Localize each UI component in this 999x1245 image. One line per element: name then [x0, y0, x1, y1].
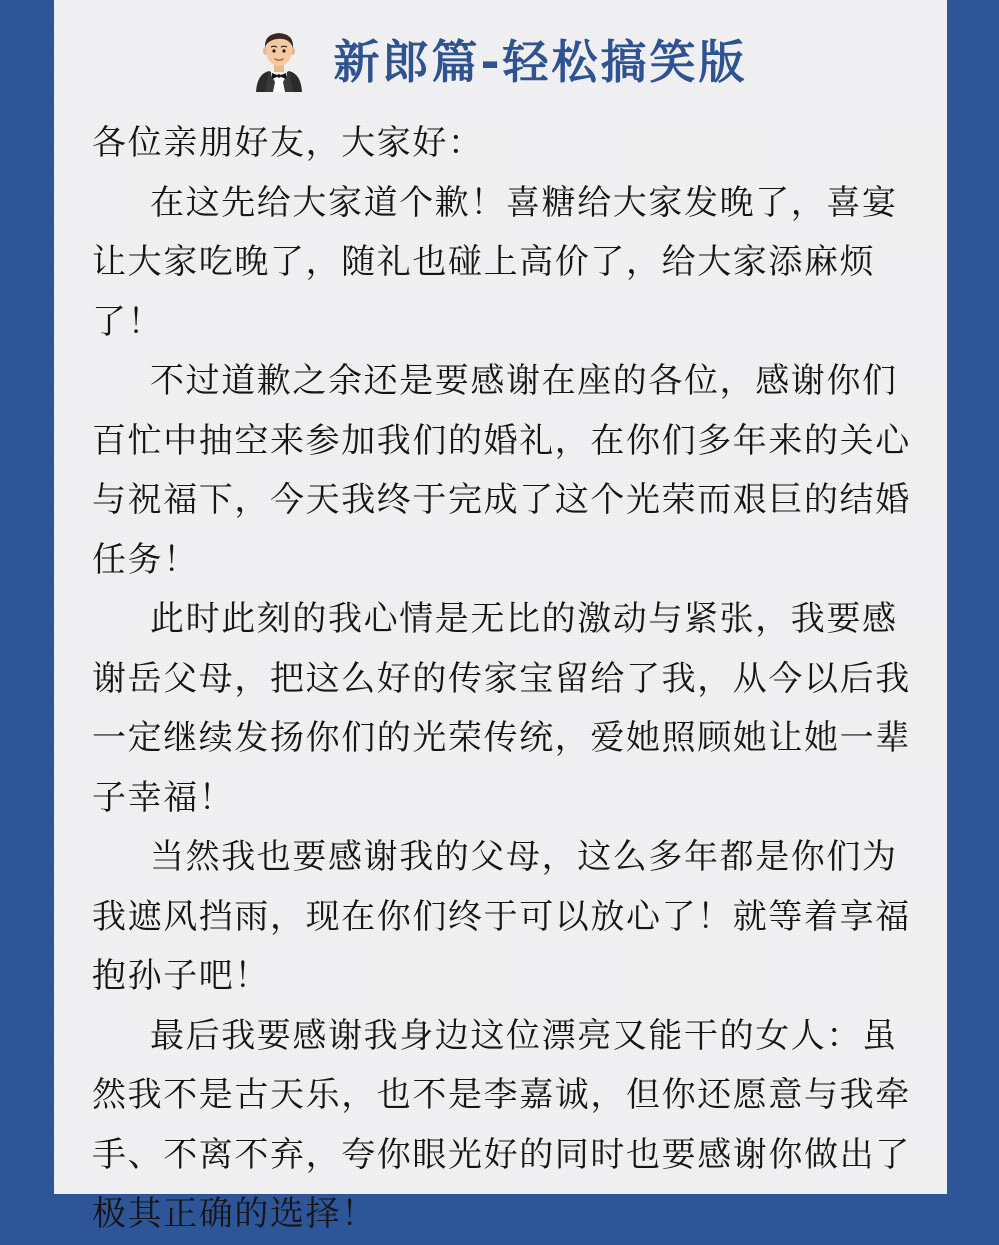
document-sheet	[54, 0, 947, 1234]
paragraph-thanks-bride: 最后我要感谢我身边这位漂亮又能干的女人：虽然我不是古天乐，也不是李嘉诚，但你还愿意与我牵手、不离不弃，夸你眼光好的同时也要感谢你做出了极其正确的选择！	[92, 1015, 911, 1234]
page-title: 新郎篇-轻松搞笑版	[333, 35, 748, 89]
paragraph-apology: 在这先给大家道个歉！喜糖给大家发晚了，喜宴让大家吃晚了，随礼也碰上高价了，给大家添麻烦了！	[92, 182, 898, 342]
speech-body	[92, 114, 924, 1245]
groom-in-tuxedo-icon	[253, 30, 305, 92]
paragraph-thanks-guests: 不过道歉之余还是要感谢在座的各位，感谢你们百忙中抽空来参加我们的婚礼，在你们多年来的关心与祝福下，今天我终于完成了这个光荣而艰巨的结婚任务！	[92, 361, 911, 580]
title-row	[54, 26, 947, 96]
greeting: 各位亲朋好友，大家好：	[92, 123, 484, 163]
paragraph-thanks-in-laws: 此时此刻的我心情是无比的激动与紧张，我要感谢岳父母，把这么好的传家宝留给了我，从今以后我一定继续发扬你们的光荣传统，爱她照顾她让她一辈子幸福！	[92, 599, 911, 818]
paragraph-thanks-parents: 当然我也要感谢我的父母，这么多年都是你们为我遮风挡雨，现在你们终于可以放心了！就等着享福抱孙子吧！	[92, 837, 911, 996]
